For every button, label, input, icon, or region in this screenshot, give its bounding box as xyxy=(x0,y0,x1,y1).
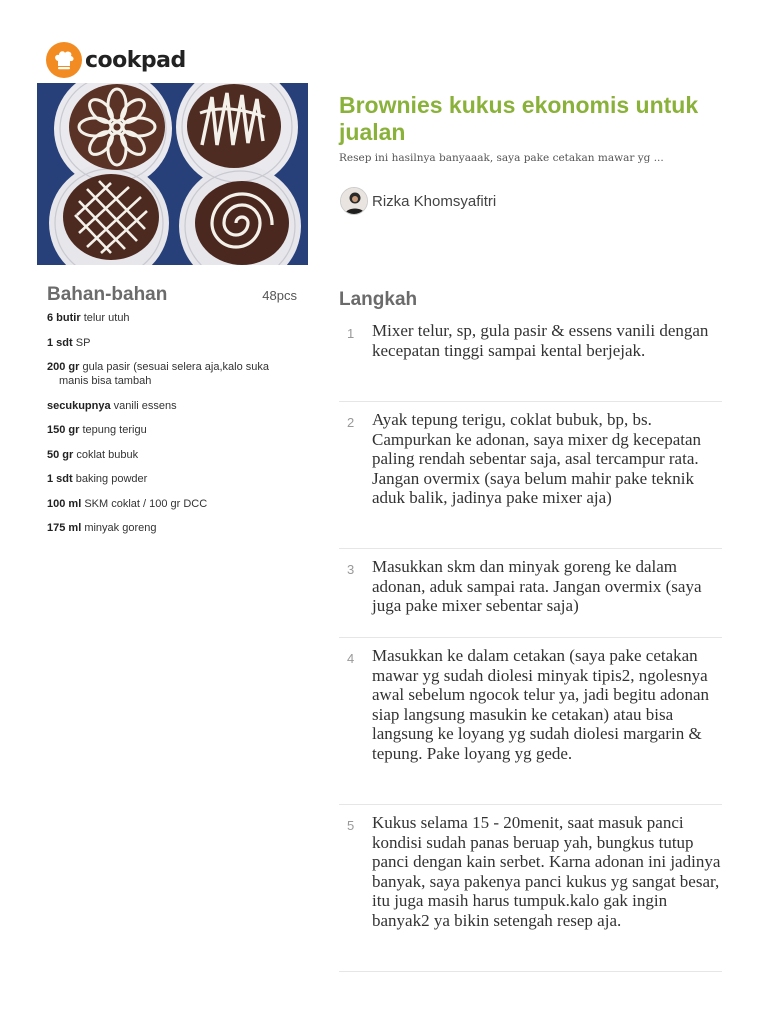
step-text: Masukkan skm dan minyak goreng ke dalam adonan, aduk sampai rata. Jangan overmix (saya juga pake mixer sebentar saja) xyxy=(372,557,702,615)
ingredient-name: baking powder xyxy=(75,473,148,485)
brand-name: cookpad xyxy=(85,47,186,73)
ingredient-item xyxy=(47,448,297,462)
step-number: 2 xyxy=(347,415,355,430)
step-item xyxy=(339,549,722,638)
ingredient-qty: 1 sdt xyxy=(47,473,73,485)
ingredient-item xyxy=(47,521,297,535)
ingredient-name: tepung terigu xyxy=(82,424,147,436)
author-block[interactable] xyxy=(340,187,496,215)
step-number: 3 xyxy=(347,562,355,577)
ingredient-qty: 150 gr xyxy=(47,424,80,436)
ingredient-name: telur utuh xyxy=(83,312,130,324)
ingredients-header xyxy=(47,284,297,306)
ingredient-name: minyak goreng xyxy=(84,522,157,534)
ingredient-qty: 50 gr xyxy=(47,448,74,461)
ingredient-qty: 1 sdt xyxy=(47,336,73,349)
ingredient-item xyxy=(47,336,297,350)
ingredient-qty: 100 ml xyxy=(47,497,82,510)
ingredient-qty: 200 gr xyxy=(47,361,80,373)
step-item xyxy=(339,313,722,402)
author-name: Rizka Khomsyafitri xyxy=(372,192,497,210)
step-text: Kukus selama 15 - 20menit, saat masuk panci kondisi sudah panas beruap yah, bungkus tutup panci dengan kain serbet. Karna adonan ini jadinya banyak, saya pakenya panci kukus yg sangat besar, itu juga masih harus tumpuk.kalo gak ingin banyak2 ya bikin setengah resep aja. xyxy=(372,813,721,930)
step-number: 4 xyxy=(347,651,355,666)
ingredient-qty: 6 butir xyxy=(47,312,81,324)
ingredient-name: SP xyxy=(75,336,91,349)
ingredient-qty: secukupnya xyxy=(47,399,111,412)
step-text: Ayak tepung terigu, coklat bubuk, bp, bs. Campurkan ke adonan, saya mixer dg kecepatan paling rendah sebentar saja, asal tercampur rata. Jangan overmix (saya belum mahir pake teknik aduk balik, jadinya pake mixer aja) xyxy=(372,410,702,507)
ingredients-heading: Bahan-bahan xyxy=(47,284,168,305)
step-item xyxy=(339,638,722,805)
ingredient-item xyxy=(47,497,297,511)
step-item xyxy=(339,402,722,549)
avatar xyxy=(340,187,368,215)
step-item xyxy=(339,805,722,972)
ingredient-item xyxy=(47,472,297,486)
step-number: 5 xyxy=(347,818,355,833)
chef-hat-icon xyxy=(46,42,82,78)
servings-count: 48pcs xyxy=(262,288,297,303)
ingredient-item xyxy=(47,423,297,437)
ingredient-name: coklat bubuk xyxy=(76,448,139,461)
ingredient-item xyxy=(47,311,297,325)
ingredient-name: vanili essens xyxy=(113,399,177,412)
recipe-photo xyxy=(37,83,308,265)
recipe-description: Resep ini hasilnya banyaaak, saya pake cetakan mawar yg ... xyxy=(339,152,664,164)
step-text: Mixer telur, sp, gula pasir & essens vanili dengan kecepatan tinggi sampai kental berjejak. xyxy=(372,321,709,360)
step-list xyxy=(339,313,722,972)
ingredient-qty: 175 ml xyxy=(47,522,82,534)
ingredient-name: gula pasir (sesuai selera aja,kalo suka manis bisa tambah xyxy=(59,361,269,387)
recipe-title: Brownies kukus ekonomis untuk jualan xyxy=(339,92,699,145)
steps-heading: Langkah xyxy=(339,289,418,310)
cookpad-logo[interactable] xyxy=(46,42,186,78)
ingredient-name: SKM coklat / 100 gr DCC xyxy=(84,497,208,510)
ingredient-item xyxy=(47,360,297,388)
step-text: Masukkan ke dalam cetakan (saya pake cetakan mawar yg sudah diolesi minyak tipis2, ngolesnya awal sebelum ngocok telur ya, jadi begitu adonan siap langsung masukin ke cetakan) atau bisa langsung ke loyang yg sudah diolesi margarin & tepung. Pake loyang yg gede. xyxy=(372,646,710,763)
ingredient-list xyxy=(47,311,297,546)
step-number: 1 xyxy=(347,326,355,341)
ingredient-item xyxy=(47,399,297,413)
